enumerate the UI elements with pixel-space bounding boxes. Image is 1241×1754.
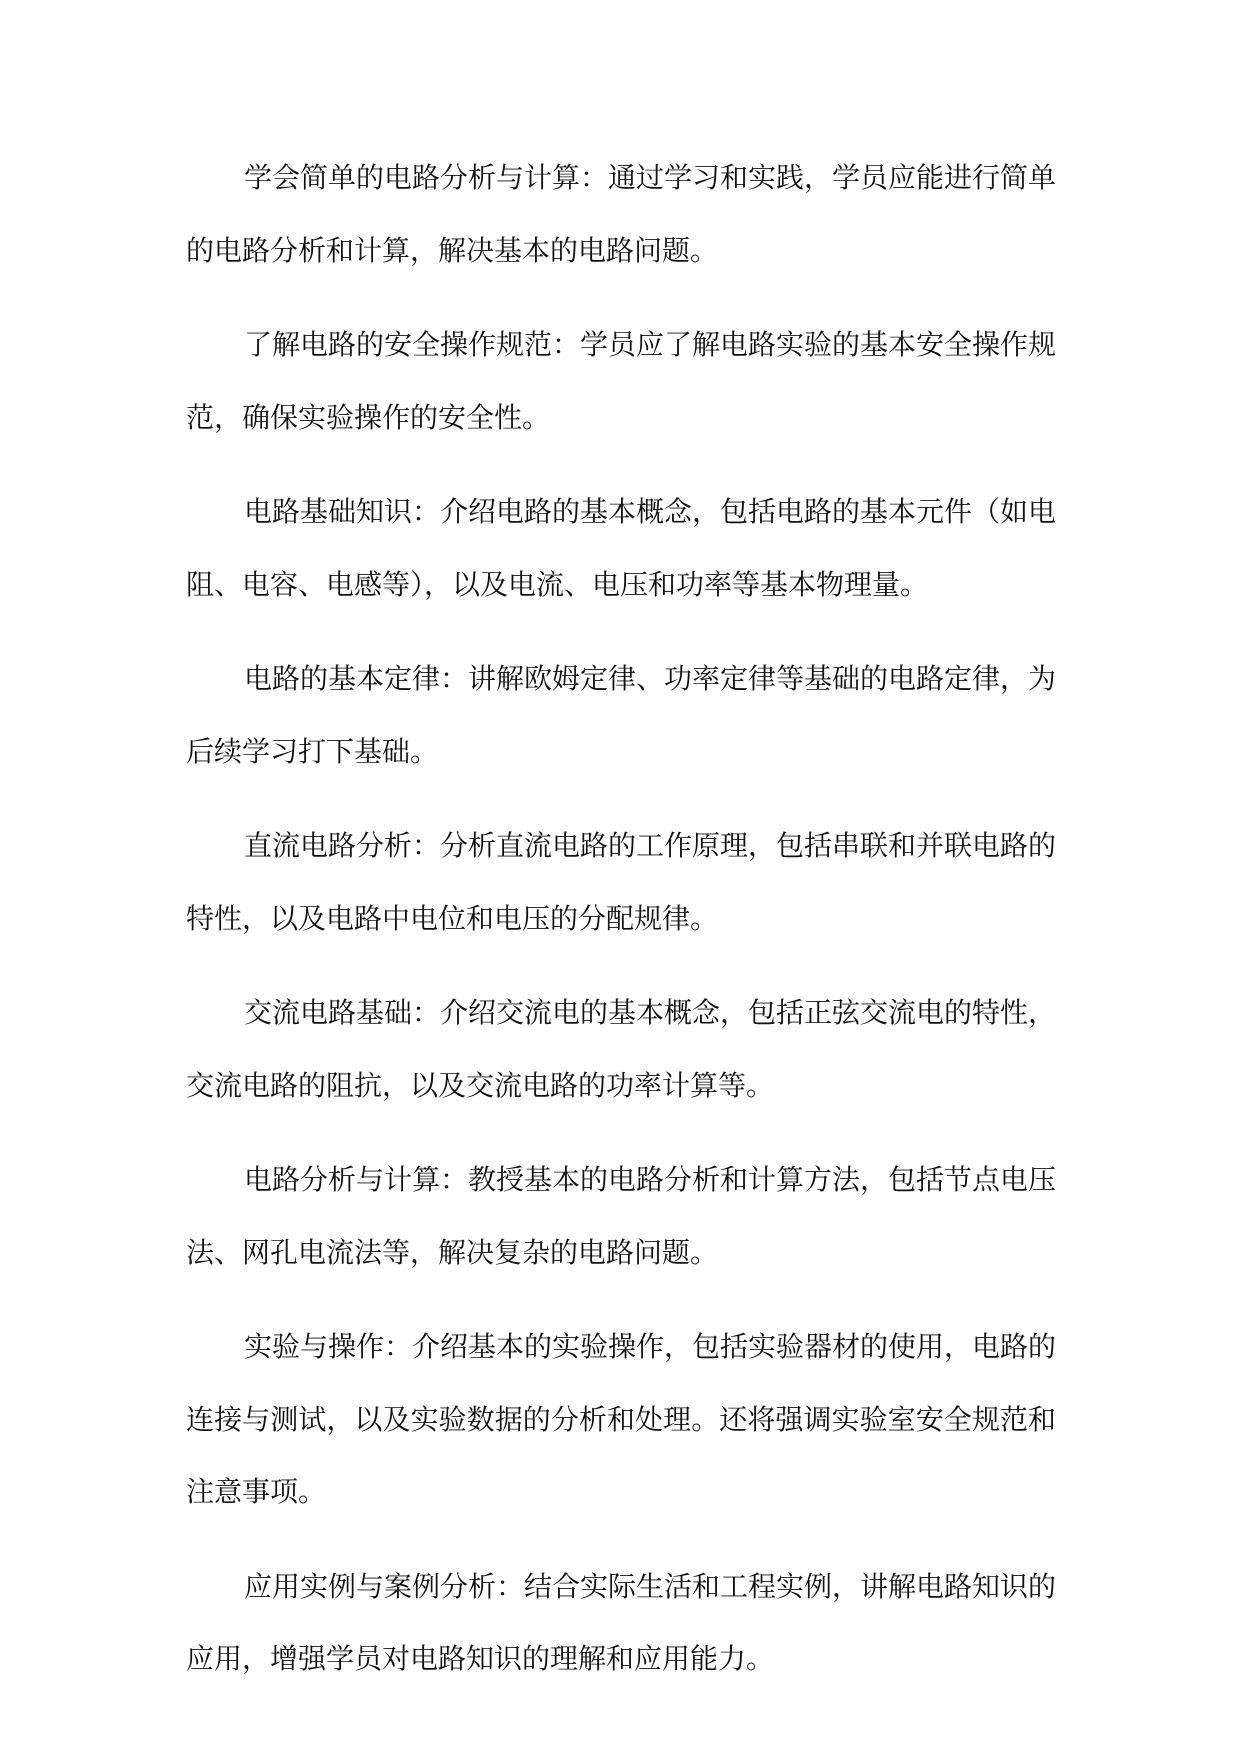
paragraph-circuit-laws: 电路的基本定律：讲解欧姆定律、功率定律等基础的电路定律，为后续学习打下基础。 — [186, 662, 1057, 768]
paragraph-circuit-basics: 电路基础知识：介绍电路的基本概念，包括电路的基本元件（如电阻、电容、电感等），以及电流、电压和功率等基本物理量。 — [186, 495, 1057, 601]
paragraph-analysis-methods: 电路分析与计算：教授基本的电路分析和计算方法，包括节点电压法、网孔电流法等，解决复杂的电路问题。 — [186, 1163, 1057, 1269]
paragraph-learning-objective-analysis: 学会简单的电路分析与计算：通过学习和实践，学员应能进行简单的电路分析和计算，解决基本的电路问题。 — [186, 161, 1057, 267]
paragraph-applications: 应用实例与案例分析：结合实际生活和工程实例，讲解电路知识的应用，增强学员对电路知识的理解和应用能力。 — [186, 1569, 1057, 1675]
document-body — [186, 142, 1056, 1718]
paragraph-ac-basics: 交流电路基础：介绍交流电的基本概念，包括正弦交流电的特性，交流电路的阻抗，以及交流电路的功率计算等。 — [186, 996, 1057, 1102]
paragraph-learning-objective-safety: 了解电路的安全操作规范：学员应了解电路实验的基本安全操作规范，确保实验操作的安全性。 — [186, 328, 1057, 434]
paragraph-experiments: 实验与操作：介绍基本的实验操作，包括实验器材的使用，电路的连接与测试，以及实验数据的分析和处理。还将强调实验室安全规范和注意事项。 — [186, 1330, 1057, 1508]
paragraph-dc-analysis: 直流电路分析：分析直流电路的工作原理，包括串联和并联电路的特性，以及电路中电位和电压的分配规律。 — [186, 829, 1057, 935]
